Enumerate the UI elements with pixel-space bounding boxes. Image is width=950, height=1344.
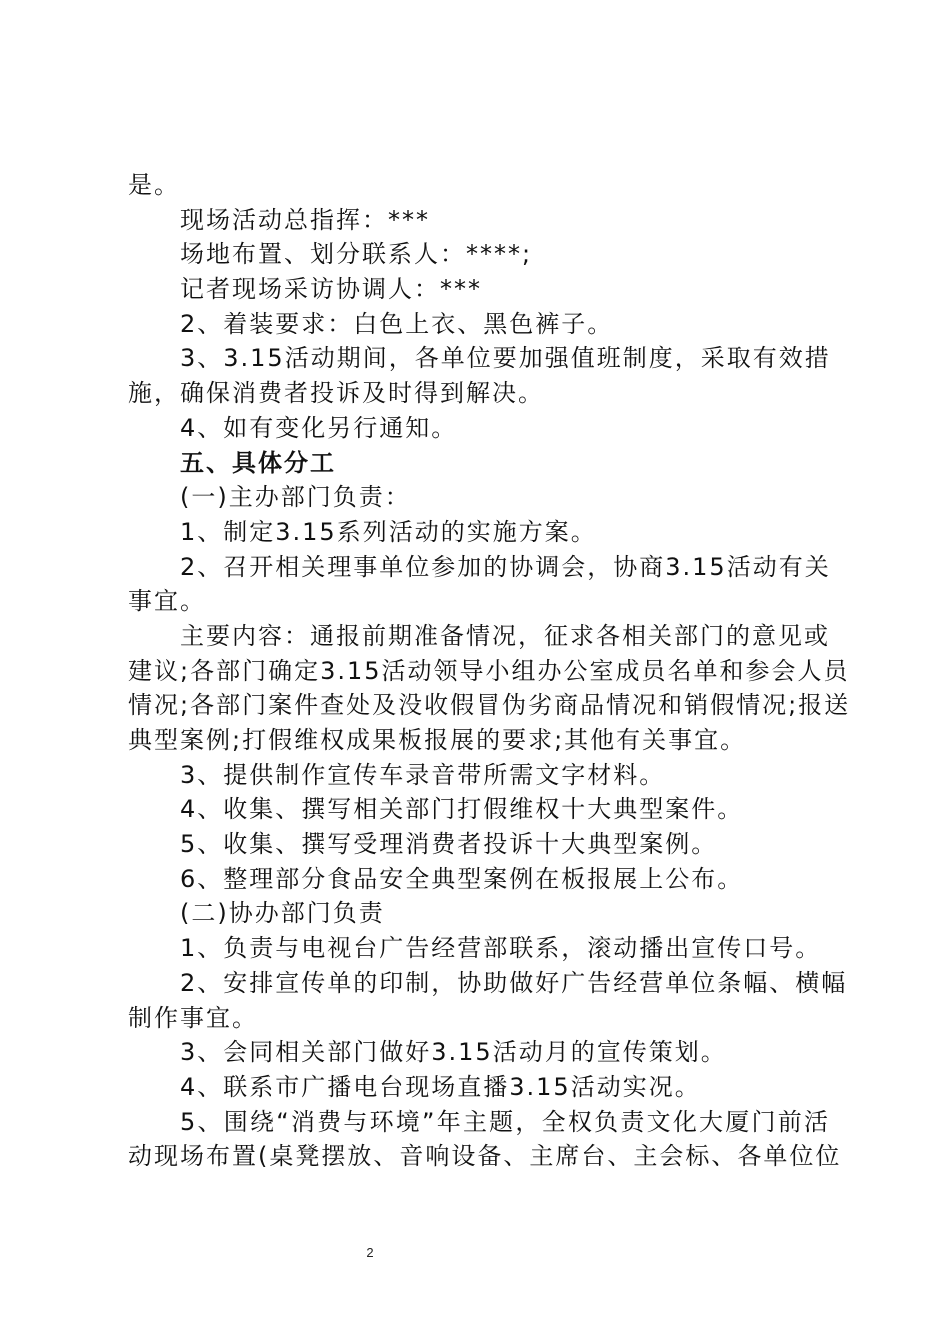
text-line: 典型案例;打假维权成果板报展的要求;其他有关事宜。 [128,726,747,754]
text-line: 4、收集、撰写相关部门打假维权十大典型案件。 [180,795,744,824]
text-line: 事宜。 [128,587,206,616]
text-line: 是。 [128,171,180,199]
text-line: 2、着装要求：白色上衣、黑色裤子。 [180,309,614,338]
text-line: 4、联系市广播电台现场直播3.15活动实况。 [180,1072,701,1101]
text-line: 建议;各部门确定3.15活动领导小组办公室成员名单和参会人员 [128,656,850,685]
text-line: 动现场布置(桌凳摆放、音响设备、主席台、主会标、各单位位 [128,1142,842,1171]
text-line: 1、负责与电视台广告经营部联系，滚动播出宣传口号。 [180,934,822,963]
text-line: 2、召开相关理事单位参加的协调会，协商3.15活动有关 [180,552,831,581]
text-line: 现场活动总指挥：*** [180,205,430,234]
section-heading: 五、具体分工 [180,448,336,477]
text-line: 记者现场采访协调人：*** [180,275,482,304]
subsection-heading: (二)协办部门负责 [180,899,385,928]
text-line: 6、整理部分食品安全典型案例在板报展上公布。 [180,864,744,893]
text-line: 4、如有变化另行通知。 [180,413,458,442]
text-line: 情况;各部门案件查处及没收假冒伪劣商品情况和销假情况;报送 [128,691,851,720]
text-line: 5、收集、撰写受理消费者投诉十大典型案例。 [180,830,718,859]
text-line: 5、围绕“消费与环境”年主题，全权负责文化大厦门前活 [180,1107,830,1136]
text-line: 场地布置、划分联系人：****; [180,240,533,269]
text-line: 施，确保消费者投诉及时得到解决。 [128,379,544,408]
page-number: 2 [366,1245,374,1260]
text-line: 2、安排宣传单的印制，协助做好广告经营单位条幅、横幅 [180,968,848,997]
text-line: 制作事宜。 [128,1003,258,1032]
text-line: 3、提供制作宣传车录音带所需文字材料。 [180,760,666,789]
text-line: 1、制定3.15系列活动的实施方案。 [180,517,597,546]
text-line: 3、会同相关部门做好3.15活动月的宣传策划。 [180,1038,727,1067]
text-line: 3、3.15活动期间，各单位要加强值班制度，采取有效措 [180,344,831,373]
text-line: 主要内容：通报前期准备情况，征求各相关部门的意见或 [180,621,830,650]
document-body [128,168,851,1174]
subsection-heading: (一)主办部门负责： [180,483,411,512]
